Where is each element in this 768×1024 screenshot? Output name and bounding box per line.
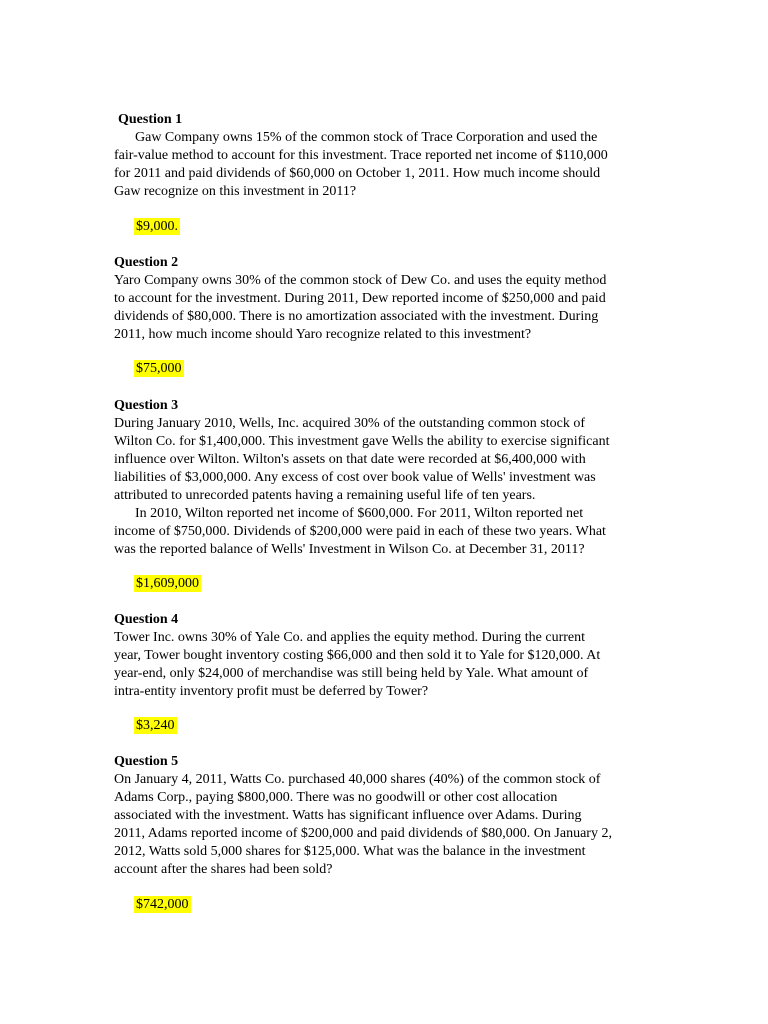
- question-1: [114, 111, 634, 201]
- question-1-title: Question 1: [118, 112, 183, 127]
- question-5: [114, 753, 634, 879]
- question-3-title: Question 3: [114, 398, 179, 413]
- question-2-line-2: to account for the investment. During 2011, Dew reported income of $250,000 and paid: [114, 291, 606, 306]
- question-1-line-4: Gaw recognize on this investment in 2011?: [114, 184, 357, 199]
- question-5-line-3: associated with the investment. Watts has significant influence over Adams. During: [114, 808, 582, 823]
- question-3-line-4: liabilities of $3,000,000. Any excess of cost over book value of Wells' investment was: [114, 470, 596, 485]
- question-4-answer: $3,240: [136, 718, 175, 733]
- question-4-line-4: intra-entity inventory profit must be deferred by Tower?: [114, 684, 429, 699]
- question-3-line-7: income of $750,000. Dividends of $200,000 were paid in each of these two years. What: [114, 524, 606, 539]
- question-2-line-1: Yaro Company owns 30% of the common stock of Dew Co. and uses the equity method: [114, 273, 607, 288]
- question-3-line-3: influence over Wilton. Wilton's assets on that date were recorded at $6,400,000 with: [114, 452, 586, 467]
- question-2-answer: $75,000: [136, 361, 182, 376]
- question-5-line-1: On January 4, 2011, Watts Co. purchased 40,000 shares (40%) of the common stock of: [114, 772, 601, 787]
- question-5-answer: $742,000: [136, 897, 189, 912]
- question-4-line-2: year, Tower bought inventory costing $66,000 and then sold it to Yale for $120,000. At: [114, 648, 601, 663]
- question-3-line-8: was the reported balance of Wells' Investment in Wilson Co. at December 31, 2011?: [114, 542, 585, 557]
- question-3-line-1: During January 2010, Wells, Inc. acquired 30% of the outstanding common stock of: [114, 416, 586, 431]
- question-2-line-4: 2011, how much income should Yaro recognize related to this investment?: [114, 327, 532, 342]
- question-2-title: Question 2: [114, 255, 179, 270]
- question-2-line-3: dividends of $80,000. There is no amortization associated with the investment. During: [114, 309, 599, 324]
- question-4-line-1: Tower Inc. owns 30% of Yale Co. and applies the equity method. During the current: [114, 630, 586, 645]
- question-3-answer: $1,609,000: [136, 576, 199, 591]
- question-1-line-1: Gaw Company owns 15% of the common stock of Trace Corporation and used the: [135, 130, 598, 145]
- question-1-answer: $9,000.: [136, 219, 178, 234]
- question-5-title: Question 5: [114, 754, 179, 769]
- question-5-line-5: 2012, Watts sold 5,000 shares for $125,000. What was the balance in the investment: [114, 844, 586, 859]
- question-3-line-2: Wilton Co. for $1,400,000. This investment gave Wells the ability to exercise significant: [114, 434, 610, 449]
- question-1-line-3: for 2011 and paid dividends of $60,000 on October 1, 2011. How much income should: [114, 166, 601, 181]
- question-5-line-4: 2011, Adams reported income of $200,000 and paid dividends of $80,000. On January 2,: [114, 826, 612, 841]
- question-5-line-6: account after the shares had been sold?: [114, 862, 333, 877]
- question-5-line-2: Adams Corp., paying $800,000. There was no goodwill or other cost allocation: [114, 790, 558, 805]
- question-3-line-6: In 2010, Wilton reported net income of $600,000. For 2011, Wilton reported net: [135, 506, 584, 521]
- question-2: [114, 254, 634, 344]
- question-3-line-5: attributed to unrecorded patents having a remaining useful life of ten years.: [114, 488, 536, 503]
- question-4: [114, 611, 634, 701]
- question-4-title: Question 4: [114, 612, 179, 627]
- question-1-line-2: fair-value method to account for this investment. Trace reported net income of $110,000: [114, 148, 608, 163]
- question-3: [114, 397, 634, 559]
- question-4-line-3: year-end, only $24,000 of merchandise was still being held by Yale. What amount of: [114, 666, 589, 681]
